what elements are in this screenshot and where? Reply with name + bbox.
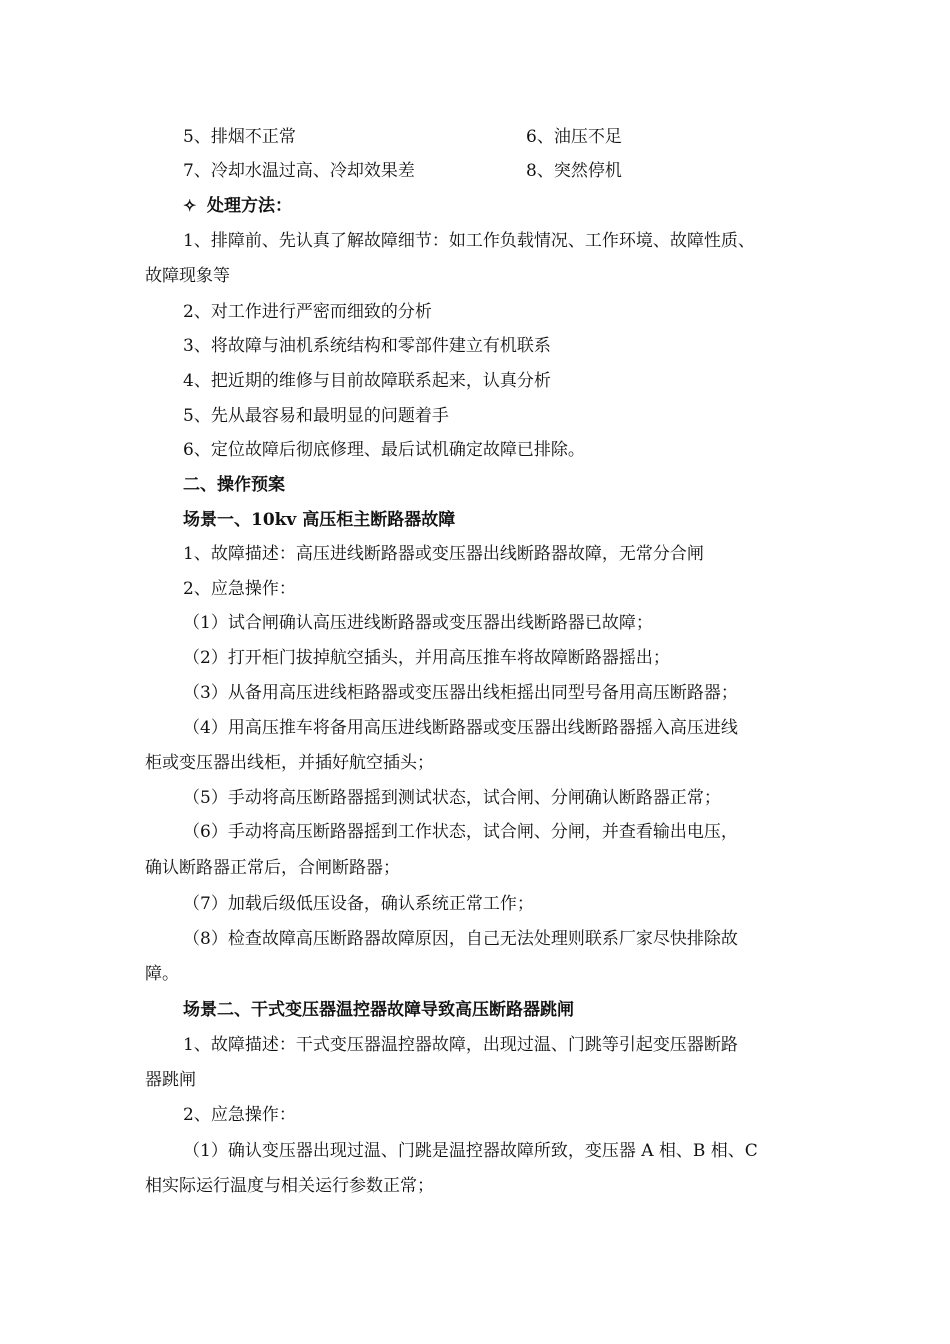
method-step-6: 6、定位故障后彻底修理、最后试机确定故障已排除。 <box>183 440 585 460</box>
scene-1-op-7: （7）加载后级低压设备，确认系统正常工作； <box>183 894 534 914</box>
scene-1-op-5: （5）手动将高压断路器摇到测试状态，试合闸、分闸确认断路器正常； <box>183 788 721 808</box>
scene-2-title: 场景二、干式变压器温控器故障导致高压断路器跳闸 <box>183 1000 574 1020</box>
symptom-item-7: 7、冷却水温过高、冷却效果差 <box>183 161 415 181</box>
scene-2-op-1-line-1: （1）确认变压器出现过温、门跳是温控器故障所致，变压器 A 相、B 相、C <box>183 1141 758 1161</box>
scene-1-op-1: （1）试合闸确认高压进线断路器或变压器出线断路器已故障； <box>183 613 653 633</box>
scene-1-op-3: （3）从备用高压进线柜路器或变压器出线柜摇出同型号备用高压断路器； <box>183 683 738 703</box>
scene-2-description-line-2: 器跳闸 <box>145 1070 196 1090</box>
method-step-3: 3、将故障与油机系统结构和零部件建立有机联系 <box>183 336 551 356</box>
method-step-2: 2、对工作进行严密而细致的分析 <box>183 302 432 322</box>
scene-1-ops-label: 2、应急操作： <box>183 579 296 599</box>
scene-1-op-6-line-2: 确认断路器正常后，合闸断路器； <box>145 858 400 878</box>
method-step-1-line-1: 1、排障前、先认真了解故障细节：如工作负载情况、工作环境、故障性质、 <box>183 231 755 251</box>
symptom-item-5: 5、排烟不正常 <box>183 127 296 147</box>
scene-1-op-2: （2）打开柜门拔掉航空插头，并用高压推车将故障断路器摇出； <box>183 648 670 668</box>
scene-1-op-4-line-2: 柜或变压器出线柜，并插好航空插头； <box>145 753 434 773</box>
symptom-item-6: 6、油压不足 <box>526 127 622 147</box>
scene-2-description-line-1: 1、故障描述：干式变压器温控器故障，出现过温、门跳等引起变压器断路 <box>183 1035 738 1055</box>
scene-2-ops-label: 2、应急操作： <box>183 1105 296 1125</box>
scene-1-op-4-line-1: （4）用高压推车将备用高压进线断路器或变压器出线断路器摇入高压进线 <box>183 718 738 738</box>
scene-1-title: 场景一、10kv 高压柜主断路器故障 <box>183 510 456 530</box>
scene-1-op-8-line-2: 障。 <box>145 964 179 984</box>
scene-1-op-6-line-1: （6）手动将高压断路器摇到工作状态，试合闸、分闸，并查看输出电压， <box>183 822 738 842</box>
methods-heading-text: 处理方法： <box>207 196 292 216</box>
method-step-1-line-2: 故障现象等 <box>145 266 230 286</box>
scene-2-op-1-line-2: 相实际运行温度与相关运行参数正常； <box>145 1176 434 1196</box>
symptom-item-8: 8、突然停机 <box>526 161 622 181</box>
scene-1-description: 1、故障描述：高压进线断路器或变压器出线断路器故障，无常分合闸 <box>183 544 704 564</box>
scene-1-op-8-line-1: （8）检查故障高压断路器故障原因，自己无法处理则联系厂家尽快排除故 <box>183 929 738 949</box>
section-2-title: 二、操作预案 <box>183 475 285 495</box>
symptom-row-1 <box>183 125 863 149</box>
diamond-star-icon: ✧ <box>183 196 197 215</box>
symptom-row-2 <box>183 159 863 183</box>
method-step-4: 4、把近期的维修与目前故障联系起来，认真分析 <box>183 371 551 391</box>
methods-heading <box>183 194 863 218</box>
method-step-5: 5、先从最容易和最明显的问题着手 <box>183 406 449 426</box>
